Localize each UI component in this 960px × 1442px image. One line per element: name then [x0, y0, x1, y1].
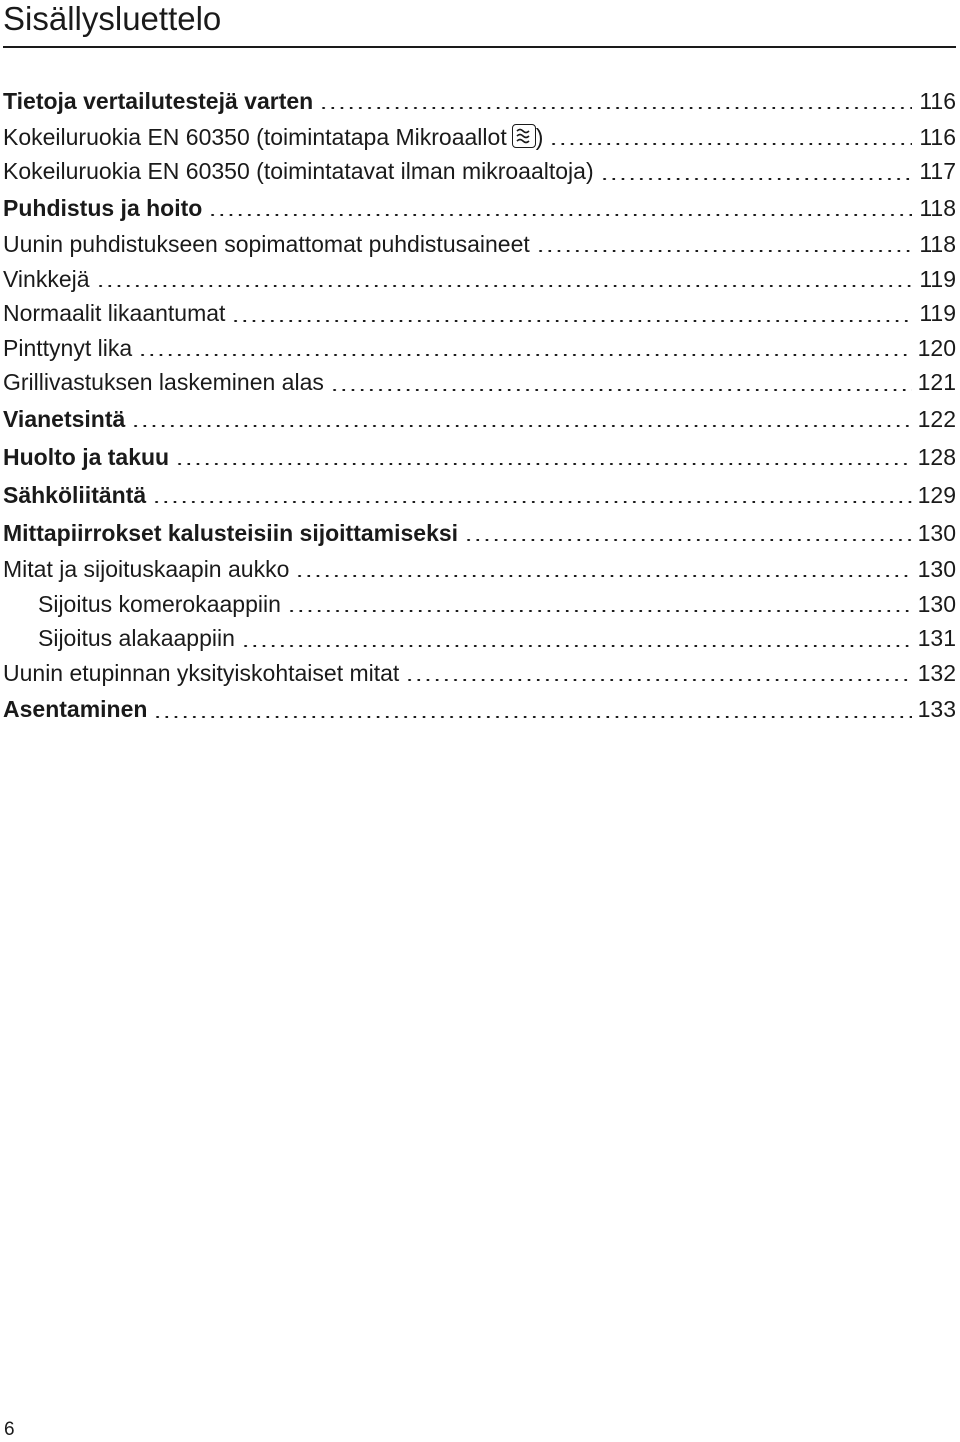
toc-entry-title-text: Grillivastuksen laskeminen alas [3, 369, 324, 396]
toc-entry-page: 130 [917, 555, 956, 582]
toc-entry-title [3, 660, 405, 687]
toc-entry-page: 116 [919, 123, 956, 150]
toc-entry-title [3, 335, 138, 362]
toc-entry-page: 130 [917, 590, 956, 617]
toc-entry-title [3, 406, 131, 433]
page-number: 6 [4, 1419, 15, 1440]
toc-entry-page: 118 [919, 194, 956, 221]
toc-dot-leader [152, 501, 911, 503]
toc-dot-leader [153, 716, 911, 718]
toc-entry-title-text: Normaalit likaantumat [3, 300, 226, 327]
toc-dot-leader [138, 354, 912, 356]
toc-entry-page: 121 [917, 369, 956, 396]
toc-entry-title-text: Vianetsintä [3, 405, 126, 432]
toc-dot-leader [549, 143, 912, 145]
toc-dot-leader [231, 320, 912, 322]
toc-dot-leader [464, 539, 912, 541]
toc-entry-title [3, 88, 319, 115]
toc-entry[interactable] [3, 514, 956, 552]
toc-dot-leader [319, 107, 912, 109]
toc-dot-leader [241, 645, 912, 647]
toc-entry-title-text: Tietoja vertailutestejä varten [3, 87, 314, 114]
toc-entry[interactable] [3, 120, 956, 155]
toc-entry-title [3, 482, 152, 509]
toc-dot-leader [131, 425, 911, 427]
toc-entry-title-text: Sijoitus komerokaappiin [38, 590, 281, 617]
toc-dot-leader [330, 389, 912, 391]
toc-entry-page: 133 [917, 696, 956, 723]
toc-entry-title [3, 266, 96, 293]
toc-entry[interactable] [3, 400, 956, 438]
toc-entry-title-text: Huolto ja takuu [3, 443, 170, 470]
toc-dot-leader [175, 463, 912, 465]
toc-entry[interactable] [3, 438, 956, 476]
toc-entry-title [3, 369, 330, 396]
toc-entry-title [3, 625, 241, 652]
toc-entry-page: 131 [917, 625, 956, 652]
toc-entry-title [3, 520, 464, 547]
toc-entry-title-text: Vinkkejä [3, 265, 90, 292]
toc-entry-title-text: Sijoitus alakaappiin [38, 625, 235, 652]
toc-entry[interactable] [3, 189, 956, 227]
toc-entry[interactable] [3, 296, 956, 331]
toc-entry-title-text: Asentaminen [3, 696, 148, 723]
toc-entry-title [3, 300, 231, 327]
microwave-waves-icon [512, 124, 536, 148]
toc-entry-title-suffix: ) [535, 123, 544, 150]
toc-entry-title [3, 231, 536, 258]
page-title: Sisällysluettelo [3, 0, 222, 37]
toc-entry-title [3, 591, 287, 618]
toc-entry-title-text: Puhdistus ja hoito [3, 194, 203, 221]
toc-entry-title-text: Kokeiluruokia EN 60350 (toimintatapa Mikroaallot [3, 123, 507, 150]
toc-entry-page: 129 [917, 481, 956, 508]
toc-entry[interactable] [3, 331, 956, 366]
toc-entry-page: 120 [917, 334, 956, 361]
toc-entry[interactable] [3, 227, 956, 262]
toc-entry[interactable] [3, 82, 956, 120]
heading-divider [3, 46, 956, 48]
toc-entry[interactable] [3, 366, 956, 401]
toc-dot-leader [208, 214, 912, 216]
toc-entry[interactable] [3, 155, 956, 190]
toc-entry-page: 118 [919, 230, 956, 257]
toc-entry-title-text: Uunin etupinnan yksityiskohtaiset mitat [3, 659, 400, 686]
toc-entry[interactable] [3, 587, 956, 622]
toc-entry-title [3, 556, 295, 583]
toc-entry-page: 122 [917, 405, 956, 432]
toc-entry-title-text: Mitat ja sijoituskaapin aukko [3, 555, 290, 582]
toc-entry-page: 132 [917, 659, 956, 686]
toc-entry-page: 130 [917, 519, 956, 546]
toc-entry-title [3, 124, 549, 151]
toc-entry[interactable] [3, 691, 956, 729]
toc-entry-title [3, 158, 600, 185]
toc-entry[interactable] [3, 552, 956, 587]
toc-entry[interactable] [3, 476, 956, 514]
table-of-contents [3, 82, 956, 729]
toc-dot-leader [96, 285, 912, 287]
toc-entry[interactable] [3, 621, 956, 656]
toc-entry-title [3, 195, 208, 222]
toc-entry-title-text: Pinttynyt lika [3, 334, 133, 361]
toc-entry-title [3, 696, 153, 723]
toc-entry-page: 119 [919, 265, 956, 292]
toc-entry-page: 128 [917, 443, 956, 470]
toc-entry-page: 117 [919, 158, 956, 185]
toc-entry-title-text: Mittapiirrokset kalusteisiin sijoittamiseksi [3, 519, 459, 546]
toc-dot-leader [600, 178, 912, 180]
toc-dot-leader [287, 610, 912, 612]
toc-entry-title [3, 444, 175, 471]
toc-entry-title-text: Kokeiluruokia EN 60350 (toimintatavat ilman mikroaaltoja) [3, 158, 594, 185]
toc-dot-leader [405, 679, 911, 681]
toc-entry-page: 116 [919, 87, 956, 114]
toc-dot-leader [295, 575, 911, 577]
toc-entry-page: 119 [919, 300, 956, 327]
toc-dot-leader [536, 250, 912, 252]
toc-entry[interactable] [3, 262, 956, 297]
toc-entry-title-text: Sähköliitäntä [3, 481, 147, 508]
toc-entry[interactable] [3, 656, 956, 691]
toc-entry-title-text: Uunin puhdistukseen sopimattomat puhdistusaineet [3, 230, 530, 257]
